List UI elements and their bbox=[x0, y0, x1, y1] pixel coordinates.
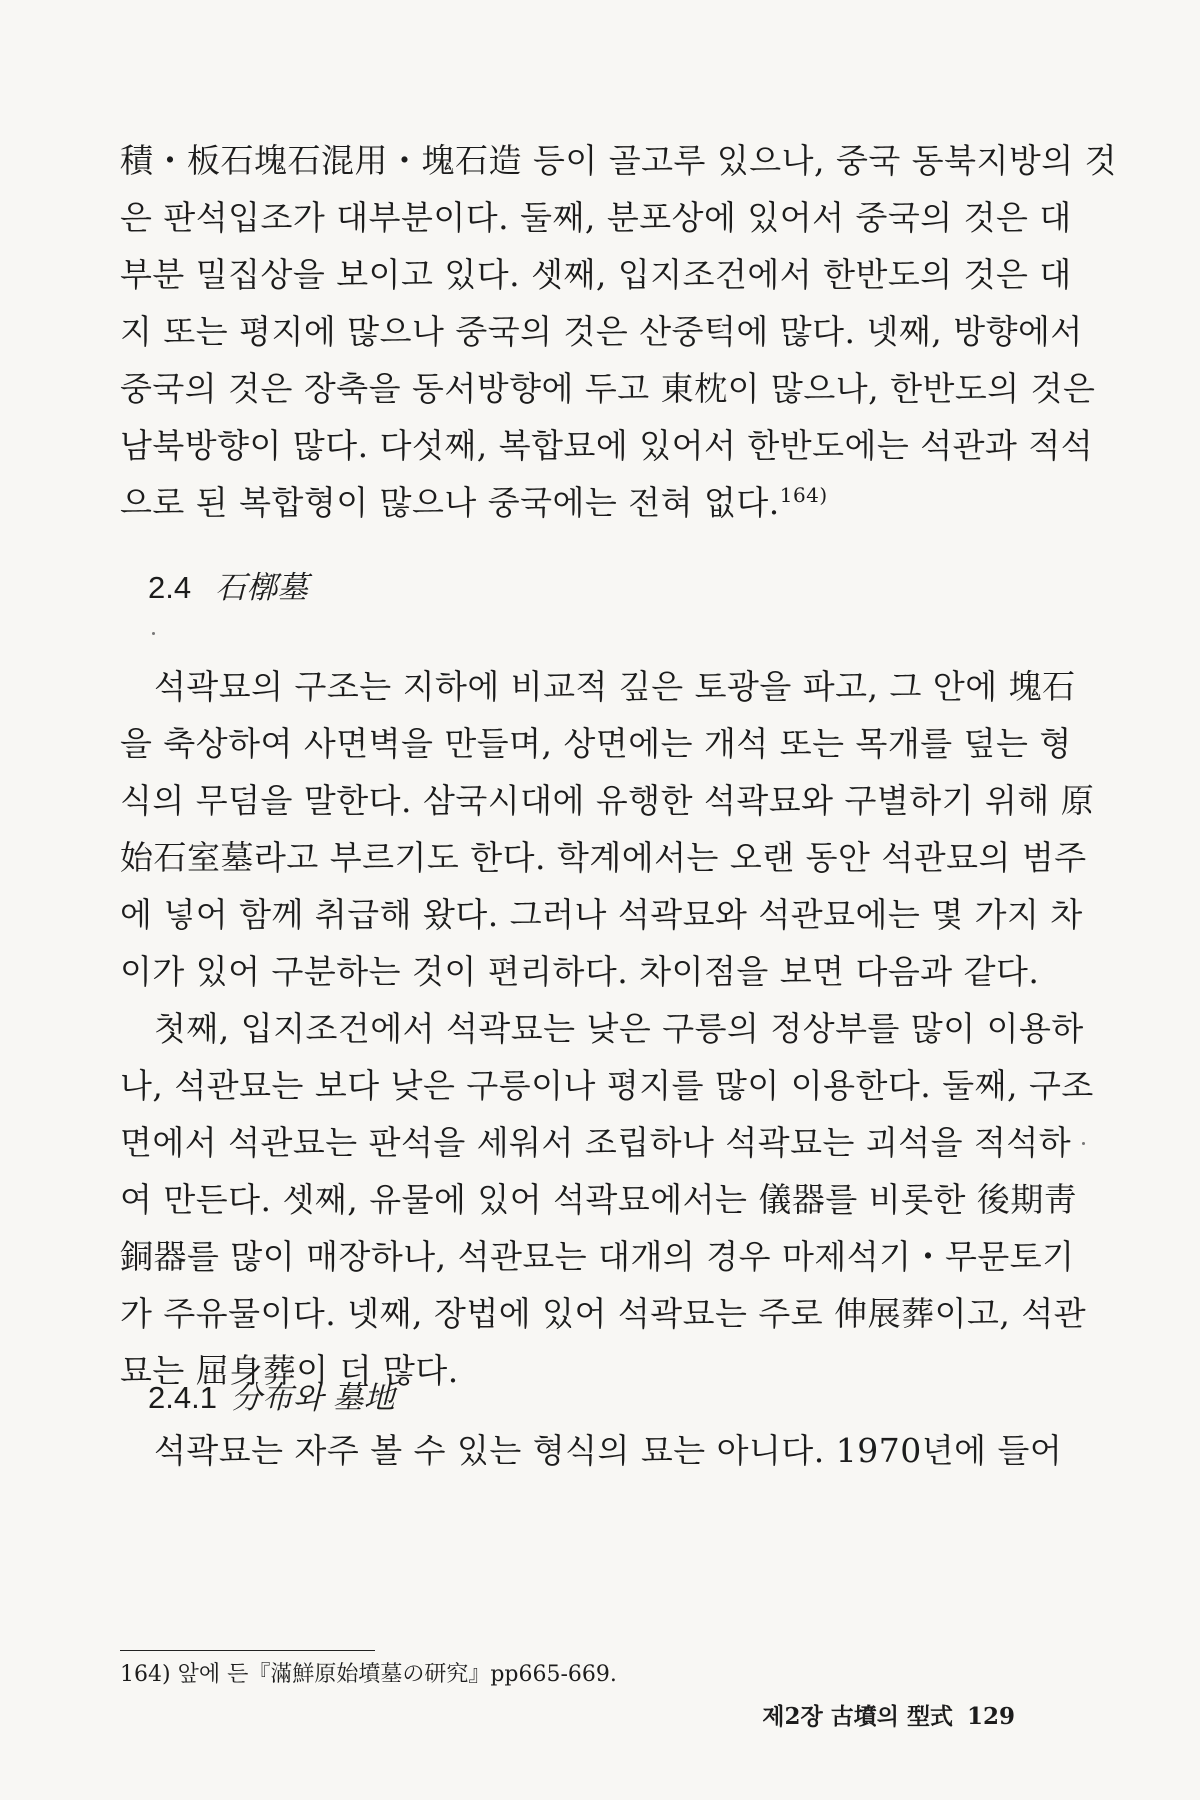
body-line: 면에서 석관묘는 판석을 세워서 조립하나 석곽묘는 괴석을 적석하 bbox=[120, 1123, 1072, 1162]
body-line-last: 이가 있어 구분하는 것이 편리하다. 차이점을 보면 다음과 같다. bbox=[120, 952, 1040, 991]
body-line-first: 첫째, 입지조건에서 석곽묘는 낮은 구릉의 정상부를 많이 이용하 bbox=[154, 1009, 1084, 1048]
footnote-reference: 164) bbox=[779, 483, 828, 507]
body-line-first: 석곽묘의 구조는 지하에 비교적 깊은 토광을 파고, 그 안에 塊石 bbox=[154, 667, 1076, 706]
footnote-divider bbox=[120, 1650, 375, 1651]
body-line-first: 석곽묘는 자주 볼 수 있는 형식의 묘는 아니다. 1970년에 들어 bbox=[154, 1431, 1063, 1470]
section-number: 2.4.1 bbox=[148, 1380, 217, 1415]
section-title: 分布와 墓地 bbox=[230, 1380, 395, 1416]
body-line: 식의 무덤을 말한다. 삼국시대에 유행한 석곽묘와 구별하기 위해 原 bbox=[120, 781, 1095, 820]
body-line-last: 묘는 屈身葬이 더 많다. bbox=[120, 1351, 459, 1390]
body-line: 을 축상하여 사면벽을 만들며, 상면에는 개석 또는 목개를 덮는 형 bbox=[120, 724, 1072, 763]
paragraph-continuation bbox=[120, 132, 1117, 531]
body-line: 나, 석관묘는 보다 낮은 구릉이나 평지를 많이 이용한다. 둘째, 구조 bbox=[120, 1066, 1094, 1105]
body-line-text: 으로 된 복합형이 많으나 중국에는 전혀 없다. bbox=[120, 483, 780, 522]
body-line: 부분 밀집상을 보이고 있다. 셋째, 입지조건에서 한반도의 것은 대 bbox=[120, 255, 1072, 294]
body-line: 지 또는 평지에 많으나 중국의 것은 산중턱에 많다. 넷째, 방향에서 bbox=[120, 312, 1083, 351]
paragraph bbox=[120, 1422, 1063, 1479]
page-number: 129 bbox=[966, 1703, 1015, 1730]
section-title: 石槨墓 bbox=[215, 570, 309, 606]
body-line: 에 넣어 함께 취급해 왔다. 그러나 석곽묘와 석관묘에는 몇 가지 차 bbox=[120, 895, 1083, 934]
body-line: 가 주유물이다. 넷째, 장법에 있어 석곽묘는 주로 伸展葬이고, 석관 bbox=[120, 1294, 1087, 1333]
body-line: 중국의 것은 장축을 동서방향에 두고 東枕이 많으나, 한반도의 것은 bbox=[120, 369, 1096, 408]
body-line: 은 판석입조가 대부분이다. 둘째, 분포상에 있어서 중국의 것은 대 bbox=[120, 198, 1072, 237]
body-line: 남북방향이 많다. 다섯째, 복합묘에 있어서 한반도에는 석관과 적석 bbox=[120, 426, 1094, 465]
body-line: 銅器를 많이 매장하나, 석관묘는 대개의 경우 마제석기・무문토기 bbox=[120, 1237, 1075, 1276]
section-number: 2.4 bbox=[148, 570, 192, 605]
paragraph bbox=[120, 658, 1095, 1000]
body-line: 積・板石塊石混用・塊石造 등이 골고루 있으나, 중국 동북지방의 것 bbox=[120, 141, 1117, 180]
body-line-last bbox=[120, 474, 1020, 531]
body-line: 始石室墓라고 부르기도 한다. 학계에서는 오랜 동안 석관묘의 범주 bbox=[120, 838, 1087, 877]
paragraph bbox=[120, 1000, 1094, 1399]
section-heading-2-4-1 bbox=[148, 1378, 395, 1418]
body-line: 여 만든다. 셋째, 유물에 있어 석곽묘에서는 儀器를 비롯한 後期靑 bbox=[120, 1180, 1078, 1219]
section-heading-2-4 bbox=[148, 568, 308, 608]
running-footer bbox=[762, 1700, 1015, 1734]
chapter-title: 제2장 古墳의 型式 bbox=[762, 1703, 953, 1730]
scan-speck bbox=[1082, 1142, 1085, 1145]
scan-speck bbox=[152, 632, 155, 635]
footnote: 164) 앞에 든『滿鮮原始墳墓の研究』pp665-669. bbox=[120, 1662, 617, 1687]
